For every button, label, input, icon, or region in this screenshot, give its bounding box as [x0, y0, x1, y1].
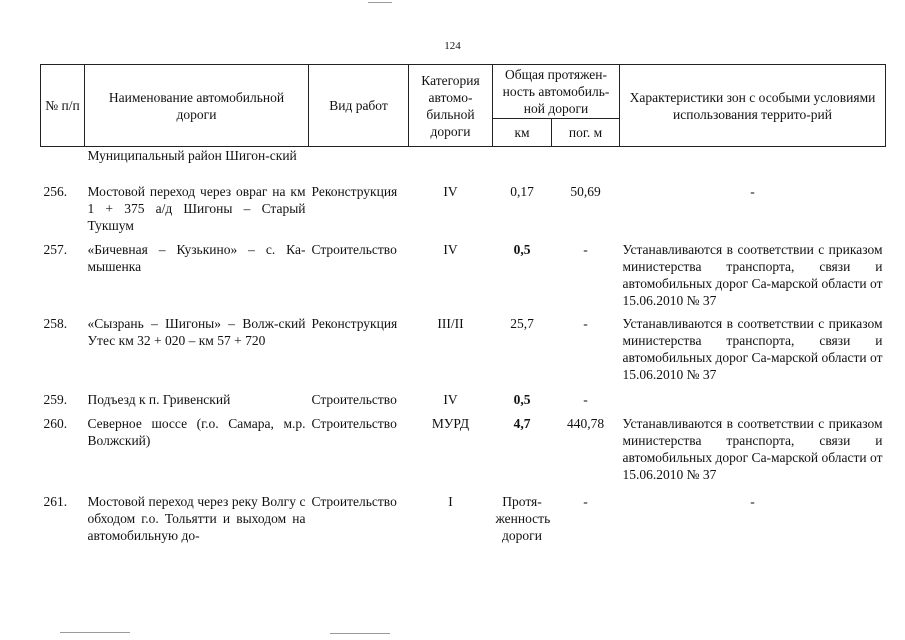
- length-pog-m: 440,78: [566, 415, 605, 431]
- road-category: IV: [443, 391, 458, 407]
- table-row: [41, 391, 886, 415]
- zone-characteristics: Устанавливаются в соответствии с приказом министерства транспорта, связи и автомобильных дорог Са-марской области от 15.06.2010 № 37: [622, 315, 883, 382]
- header-num: № п/п: [41, 65, 85, 147]
- length-pog-m: -: [583, 493, 588, 509]
- roads-table: [40, 64, 886, 553]
- length-km: Протя-женность дороги: [495, 493, 551, 543]
- road-name: Мостовой переход через овраг на км 1 + 375 а/д Шигоны – Старый Тукшум: [87, 183, 306, 233]
- length-pog-m: -: [583, 315, 588, 331]
- scan-artifact: [60, 632, 130, 633]
- scan-artifact: [330, 633, 390, 634]
- row-number: 256.: [43, 183, 68, 199]
- table-row: [41, 183, 886, 241]
- row-number: 259.: [43, 391, 68, 407]
- header-road-name: Наименование автомобильной дороги: [85, 65, 309, 147]
- road-name: Северное шоссе (г.о. Самара, м.р. Волжский): [87, 415, 306, 448]
- road-name: «Сызрань – Шигоны» – Волж-ский Утес км 32 + 020 – км 57 + 720: [87, 315, 306, 348]
- header-pog-m: пог. м: [552, 119, 620, 147]
- scan-artifact: [368, 2, 392, 3]
- row-number: 257.: [43, 241, 68, 257]
- work-type: Реконструкция: [311, 183, 398, 199]
- road-name: Подъезд к п. Гривенский: [87, 391, 231, 407]
- table-row: [41, 493, 886, 553]
- length-km: 25,7: [510, 315, 534, 331]
- row-number: 258.: [43, 315, 68, 331]
- work-type: Строительство: [311, 415, 397, 431]
- zone-characteristics: -: [750, 183, 755, 199]
- table-row: [41, 241, 886, 315]
- road-category: IV: [443, 241, 458, 257]
- zone-characteristics: Устанавливаются в соответствии с приказом министерства транспорта, связи и автомобильных дорог Са-марской области от 15.06.2010 № 37: [622, 415, 883, 482]
- table-row: [41, 315, 886, 391]
- road-category: I: [448, 493, 453, 509]
- section-row: [41, 147, 886, 183]
- table-row: [41, 415, 886, 493]
- road-category: IV: [443, 183, 458, 199]
- length-km: 0,17: [510, 183, 534, 199]
- zone-characteristics: -: [750, 493, 755, 509]
- work-type: Реконструкция: [311, 315, 398, 331]
- row-number: 260.: [43, 415, 68, 431]
- header-zone-characteristics: Характеристики зон с особыми условиями использования террито-рий: [620, 65, 886, 147]
- zone-characteristics: [620, 391, 886, 415]
- road-category: МУРД: [431, 415, 470, 431]
- road-name: «Бичевная – Кузькино» – с. Ка-мышенка: [87, 241, 306, 274]
- length-pog-m: 50,69: [570, 183, 601, 199]
- header-category: Категория автомо-бильной дороги: [409, 65, 493, 147]
- page-number: 124: [444, 40, 461, 52]
- zone-characteristics: Устанавливаются в соответствии с приказом министерства транспорта, связи и автомобильных дорог Са-марской области от 15.06.2010 № 37: [622, 241, 883, 308]
- row-number: 261.: [43, 493, 68, 509]
- header-km: км: [493, 119, 552, 147]
- work-type: Строительство: [311, 391, 397, 407]
- length-km: 0,5: [513, 391, 531, 407]
- length-km: 0,5: [513, 241, 531, 257]
- length-km: 4,7: [513, 415, 531, 431]
- header-total-length: Общая протяжен-ность автомобиль-ной дороги: [493, 65, 620, 119]
- length-pog-m: -: [583, 241, 588, 257]
- road-name: Мостовой переход через реку Волгу с обходом г.о. Тольятти и выходом на автомобильную до-: [87, 493, 306, 543]
- length-pog-m: -: [583, 391, 588, 407]
- road-category: III/II: [437, 315, 464, 331]
- work-type: Строительство: [311, 241, 397, 257]
- header-work-type: Вид работ: [309, 65, 409, 147]
- section-title: Муниципальный район Шигон-ский: [87, 148, 297, 163]
- work-type: Строительство: [311, 493, 397, 509]
